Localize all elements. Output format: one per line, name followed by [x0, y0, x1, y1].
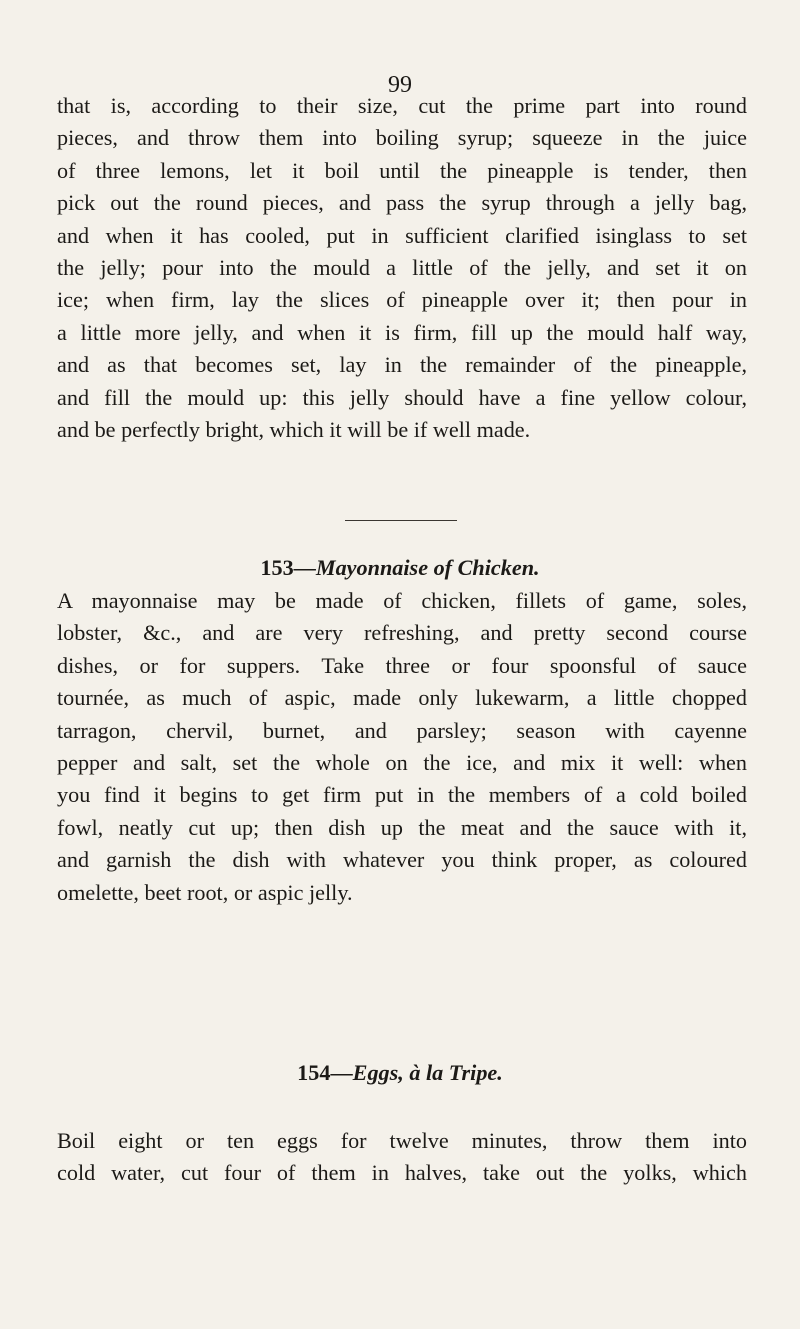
page-number: 99: [388, 72, 412, 98]
text-line: of three lemons, let it boil until the pineapple is tender, then: [57, 157, 747, 183]
recipe-heading-153: [0, 555, 800, 581]
text-line: omelette, beet root, or aspic jelly.: [57, 879, 353, 905]
text-line: and be perfectly bright, which it will be if well made.: [57, 417, 531, 443]
section-divider: [345, 520, 457, 521]
text-line: tarragon, chervil, burnet, and parsley; season with cayenne: [57, 717, 747, 743]
text-line: A mayonnaise may be made of chicken, fillets of game, soles,: [57, 588, 747, 613]
text-line: you find it begins to get firm put in the members of a cold boiled: [57, 782, 747, 808]
text-line: dishes, or for suppers. Take three or four spoonsful of sauce: [57, 652, 747, 678]
text-line: a little more jelly, and when it is firm, fill up the mould half way,: [57, 319, 747, 345]
recipe-paragraph-eggs-tripe: [57, 1125, 747, 1190]
recipe-number: 154—: [297, 1060, 353, 1085]
recipe-paragraph-pineapple-jelly: [57, 90, 747, 446]
recipe-paragraph-mayonnaise: [57, 585, 747, 909]
text-line: ice; when firm, lay the slices of pineapple over it; then pour in: [57, 287, 747, 313]
text-line: tournée, as much of aspic, made only lukewarm, a little chopped: [57, 685, 747, 711]
text-line: that is, according to their size, cut the prime part into round: [57, 93, 747, 118]
recipe-heading-154: [0, 1060, 800, 1086]
text-line: pepper and salt, set the whole on the ice, and mix it well: when: [57, 750, 747, 776]
text-line: and garnish the dish with whatever you think proper, as coloured: [57, 847, 747, 873]
text-line: pick out the round pieces, and pass the syrup through a jelly bag,: [57, 190, 747, 216]
text-line: and fill the mould up: this jelly should have a fine yellow colour,: [57, 384, 747, 410]
text-line: cold water, cut four of them in halves, take out the yolks, which: [57, 1160, 747, 1186]
text-line: Boil eight or ten eggs for twelve minutes, throw them into: [57, 1128, 747, 1153]
text-line: and as that becomes set, lay in the remainder of the pineapple,: [57, 352, 747, 378]
text-line: and when it has cooled, put in sufficient clarified isinglass to set: [57, 222, 747, 248]
text-line: pieces, and throw them into boiling syrup; squeeze in the juice: [57, 125, 747, 151]
recipe-number: 153—: [260, 555, 316, 580]
text-line: fowl, neatly cut up; then dish up the meat and the sauce with it,: [57, 814, 747, 840]
recipe-title: Mayonnaise of Chicken.: [315, 555, 540, 580]
text-line: lobster, &c., and are very refreshing, and pretty second course: [57, 620, 747, 646]
text-line: the jelly; pour into the mould a little of the jelly, and set it on: [57, 255, 747, 281]
recipe-title: Eggs, à la Tripe.: [352, 1060, 503, 1085]
